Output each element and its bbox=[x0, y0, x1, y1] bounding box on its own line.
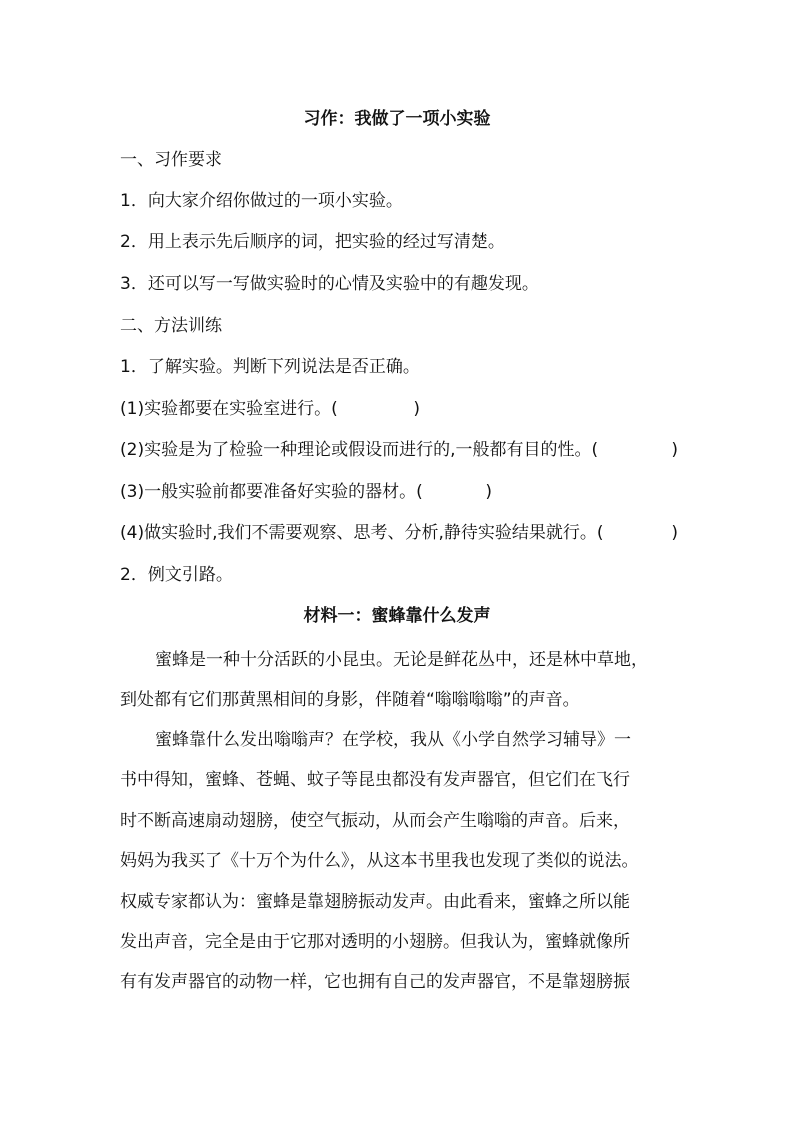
paragraph-1 bbox=[120, 640, 678, 721]
paragraph-line: 权威专家都认为：蜜蜂是靠翅膀振动发声。由此看来，蜜蜂之所以能 bbox=[120, 891, 630, 912]
paragraph-line: 书中得知，蜜蜂、苍蝇、蚊子等昆虫都没有发声器官，但它们在飞行 bbox=[120, 770, 630, 791]
answer-blank-close[interactable]: ) bbox=[671, 440, 678, 460]
document-title: 习作：我做了一项小实验 bbox=[303, 109, 491, 129]
paragraph-line: 妈妈为我买了《十万个为什么》，从这本书里我也发现了类似的说法。 bbox=[120, 851, 639, 872]
question-text: (3)一般实验前都要准备好实验的器材。( bbox=[120, 482, 423, 502]
judgment-question-4 bbox=[120, 521, 678, 545]
paragraph-line: 发出声音，完全是由于它那对透明的小翅膀。但我认为，蜜蜂就像所 bbox=[120, 931, 630, 952]
question-text: (1)实验都要在实验室进行。( bbox=[120, 399, 338, 419]
answer-blank-close[interactable]: ) bbox=[413, 399, 420, 419]
question-text: (2)实验是为了检验一种理论或假设而进行的,一般都有目的性。( bbox=[120, 440, 599, 460]
paragraph-line: 时不断高速扇动翅膀，使空气振动，从而会产生嗡嗡的声音。后来， bbox=[120, 810, 630, 831]
paragraph-line: 到处都有它们那黄黑相间的身影，伴随着“嗡嗡嗡嗡”的声音。 bbox=[120, 690, 580, 711]
paragraph-2 bbox=[120, 720, 678, 1003]
requirement-item-2: 2．用上表示先后顺序的词，把实验的经过写清楚。 bbox=[120, 232, 505, 252]
paragraph-line: 有有发声器官的动物一样，它也拥有自己的发声器官，不是靠翅膀振 bbox=[120, 972, 630, 993]
judgment-question-2 bbox=[120, 438, 678, 462]
section-heading-methods: 二、方法训练 bbox=[120, 316, 222, 336]
requirement-item-1: 1．向大家介绍你做过的一项小实验。 bbox=[120, 191, 403, 211]
question-text: (4)做实验时,我们不需要观察、思考、分析,静待实验结果就行。( bbox=[120, 523, 604, 543]
paragraph-line: 蜜蜂是一种十分活跃的小昆虫。无论是鲜花丛中，还是林中草地， bbox=[155, 650, 648, 670]
requirement-item-3: 3．还可以写一写做实验时的心情及实验中的有趣发现。 bbox=[120, 274, 539, 294]
material-title: 材料一：蜜蜂靠什么发声 bbox=[303, 606, 491, 626]
task-item-2: 2．例文引路。 bbox=[120, 565, 233, 585]
task-item-1: 1．了解实验。判断下列说法是否正确。 bbox=[120, 357, 420, 377]
judgment-question-1 bbox=[120, 397, 420, 421]
section-heading-requirements: 一、习作要求 bbox=[120, 150, 222, 170]
paragraph-line: 蜜蜂靠什么发出嗡嗡声？在学校，我从《小学自然学习辅导》一 bbox=[155, 730, 631, 750]
answer-blank-close[interactable]: ) bbox=[485, 482, 492, 502]
answer-blank-close[interactable]: ) bbox=[671, 523, 678, 543]
judgment-question-3 bbox=[120, 480, 492, 504]
